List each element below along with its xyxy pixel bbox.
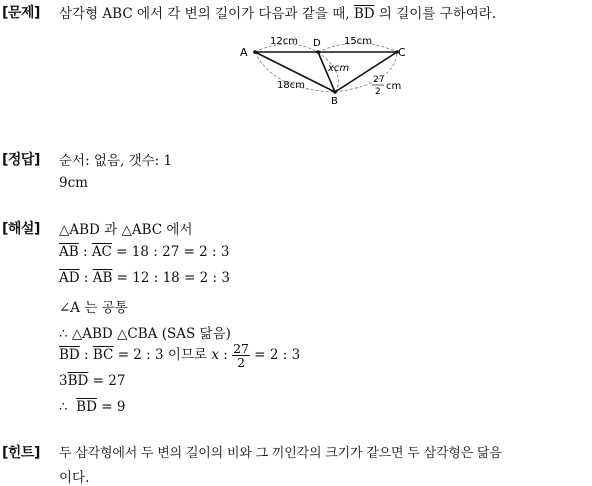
seg-ab: $\overline{AB}$ bbox=[92, 270, 113, 286]
hint-line1: 두 삼각형에서 두 변의 길이의 비와 그 끼인각의 크기가 같으면 두 삼각형은 닮음 bbox=[59, 446, 502, 461]
problem-text bbox=[59, 2, 496, 22]
problem-tag: [문제] bbox=[2, 5, 40, 21]
hint-line2: 이다. bbox=[59, 470, 90, 486]
seg-bc: $\overline{BC}$ bbox=[92, 347, 114, 363]
seg-ac: $\overline{AC}$ bbox=[91, 244, 112, 260]
point-b-label: B bbox=[331, 96, 338, 107]
fraction-denominator: 2 bbox=[237, 355, 246, 370]
solution-line8 bbox=[59, 399, 125, 415]
ratio-sep: : bbox=[79, 270, 93, 286]
seg-ad: $\overline{AD}$ bbox=[59, 270, 80, 286]
ratio-rest: = 18 : 27 = 2 : 3 bbox=[111, 244, 230, 260]
coef: 3 bbox=[59, 373, 68, 389]
fraction-numerator: 27 bbox=[233, 341, 249, 356]
solution-line3 bbox=[59, 270, 230, 286]
ratio-sep: : bbox=[79, 347, 93, 363]
label-ab: 18cm bbox=[277, 80, 305, 91]
var-x: x bbox=[211, 347, 219, 363]
point-d-dot bbox=[316, 50, 320, 54]
answer-line1: 순서: 없음, 갯수: 1 bbox=[59, 153, 173, 169]
point-a-label: A bbox=[240, 46, 248, 59]
label-bc-den: 2 bbox=[375, 87, 381, 97]
solution-line4: ∠A 는 공통 bbox=[59, 300, 128, 316]
solution-line6 bbox=[59, 342, 300, 369]
point-d-label: D bbox=[313, 38, 321, 49]
solution-line2 bbox=[59, 244, 230, 260]
answer-line2: 9cm bbox=[59, 175, 88, 191]
answer-tag: [정답] bbox=[2, 152, 40, 168]
label-bc-num: 27 bbox=[373, 75, 385, 85]
ratio-colon: : bbox=[218, 347, 233, 363]
eq-rest: = 27 bbox=[88, 373, 126, 389]
ratio-sep: : bbox=[78, 244, 92, 260]
problem-segment: $\overline{BD}$ bbox=[353, 6, 375, 22]
solution-line5: ∴ △ABD △CBA (SAS 닮음) bbox=[59, 326, 231, 342]
ratio-rest: = 12 : 18 = 2 : 3 bbox=[112, 270, 230, 286]
solution-line1: △ABD 과 △ABC 에서 bbox=[59, 222, 193, 238]
point-b-dot bbox=[333, 90, 337, 94]
ratio-rest: = 2 : 3 bbox=[250, 347, 301, 363]
solution-line7 bbox=[59, 373, 125, 389]
ratio-mid: = 2 : 3 이므로 bbox=[113, 347, 212, 363]
seg-bd: $\overline{BD}$ bbox=[67, 373, 89, 389]
point-c-label: C bbox=[398, 46, 406, 59]
point-a-dot bbox=[253, 50, 257, 54]
seg-bd: $\overline{BD}$ bbox=[76, 399, 97, 415]
triangle-figure bbox=[235, 30, 415, 110]
seg-bd: $\overline{BD}$ bbox=[59, 347, 80, 363]
therefore: ∴ bbox=[59, 399, 77, 415]
hint-tag: [힌트] bbox=[2, 445, 40, 461]
label-dc: 15cm bbox=[344, 36, 372, 47]
solution-tag: [해설] bbox=[2, 221, 40, 237]
eq-rest: = 9 bbox=[96, 399, 126, 415]
seg-ab: $\overline{AB}$ bbox=[59, 244, 79, 260]
problem-text-after: 의 길이를 구하여라. bbox=[374, 6, 497, 22]
fraction-27-2 bbox=[232, 342, 250, 369]
label-bc-unit: cm bbox=[386, 81, 402, 92]
label-ad: 12cm bbox=[270, 36, 298, 47]
label-bd: xcm bbox=[328, 63, 350, 74]
problem-text-before: 삼각형 ABC 에서 각 변의 길이가 다음과 같을 때, bbox=[59, 6, 354, 22]
